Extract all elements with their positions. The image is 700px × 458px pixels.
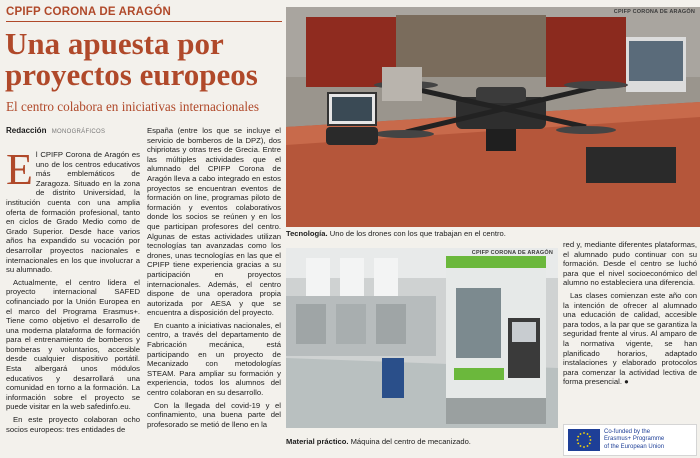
eu-line: of the European Union	[604, 443, 665, 450]
paragraph: España (entre los que se incluye el servicio de bomberos de la DPZ), dos chipriotas y otras tres de Grecia. Entre las múltiples actividades que el alumnado del CPIFP Corona de Aragón lleva a cabo integrado en estos proyectos se encuentran eventos de formación on line, programas piloto de formación y eventos colaborativos donde los socios se reúnen y en los que participan profesores del centro. Algunas de estas actividades utilizan tecnologías tan avanzadas como los drones, unas tecnologías en las que el CPIFP tiene experiencia gracias a su participación en proyectos internacionales. Además, el centro dispone de una operadora propia autorizada por AESA y que se encuentra a disposición del proyecto.	[147, 126, 281, 318]
paragraph: Las clases comienzan este año con la intención de ofrecer al alumnado una educación de calidad, accesible para todos, a la par que se garantiza la seguridad frente al virus. Al amparo de la normativa vigente, se han planificado horarios, adaptado instalaciones y elaborado protocolos para comenzar la actividad lectiva de forma presencial. ●	[563, 290, 697, 387]
paragraph: l CPIFP Corona de Aragón es uno de los centros educativos más emblemáticos de Zaragoza. Situado en la zona de distrito Universidad, la institución cuenta con una amplia oferta de formación profesional, tanto en ciclos de Grado Medio como de Grado Superior. Desde hace varios años ha expandido su vocación por desarrollar proyectos nacionales e internacionales en los que involucrar a su alumnado.	[6, 150, 140, 275]
subtitle: El centro colabora en iniciativas internacionales	[6, 99, 260, 114]
photo-credit: CPIFP CORONA DE ARAGÓN	[471, 250, 553, 256]
paragraph: Actualmente, el centro lidera el proyecto internacional SAFED cofinanciado por la Unión Europea en el marco del Programa Erasmus+. Tiene como objetivo el desarrollo de una moderna plataforma de formación para el entrenamiento de bomberos y bomberas y voluntarios, accesible desde cualquier dispositivo portátil. Esta albergará unos módulos educativos y desarrollará una comunidad en torno a la formación. La información sobre el proyecto se puede visitar en la web safedinfo.eu.	[6, 277, 140, 412]
paragraph: Con la llegada del covid-19 y el confinamiento, una buena parte del profesorado se metió de lleno en la	[147, 400, 281, 429]
workshop-illustration	[286, 248, 558, 428]
byline-author: Redacción	[6, 126, 47, 135]
byline	[6, 126, 105, 135]
paragraph: En cuanto a iniciativas nacionales, el centro, a través del departamento de Fabricación mecánica, está participando en un proyecto de Mecanizado con metodologías STEAM. Para ampliar su formación y experiencia, todos los alumnos del centro colaboran en su desarrollo.	[147, 320, 281, 398]
workshop-photo	[286, 248, 558, 428]
paragraph: red y, mediante diferentes plataformas, el alumnado pudo continuar con su formación. Desde el centro se luchó para que el nivel socioeconómico del alumno no estableciera una diferencia.	[563, 240, 697, 288]
photo-caption	[286, 229, 586, 239]
dropcap: E	[6, 150, 33, 194]
eu-line: Co-funded by the	[604, 429, 651, 436]
eu-cofunding-logo	[563, 424, 697, 456]
byline-section: MONOGRÁFICOS	[51, 129, 106, 135]
caption-label: Material práctico.	[286, 437, 349, 446]
caption-label: Tecnología.	[286, 229, 328, 238]
section-kicker: CPIFP CORONA DE ARAGÓN	[6, 6, 171, 18]
drone-illustration	[286, 7, 700, 227]
eu-line: Erasmus+ Programme	[604, 436, 665, 443]
article-column-1	[6, 150, 140, 458]
article-column-2	[147, 126, 281, 458]
article-column-3	[563, 240, 697, 427]
caption-text: Uno de los drones con los que trabajan en el centro.	[329, 229, 506, 238]
eu-flag-icon	[568, 429, 600, 451]
kicker-rule	[6, 21, 282, 22]
photo-credit: CPIFP CORONA DE ARAGÓN	[613, 9, 695, 15]
eu-logo-text	[604, 429, 664, 451]
headline: Una apuesta por proyectos europeos	[5, 26, 258, 92]
caption-text: Máquina del centro de mecanizado.	[350, 437, 471, 446]
photo-caption	[286, 437, 558, 447]
paragraph: En este proyecto colaboran ocho socios europeos: tres entidades de	[6, 415, 140, 434]
drone-photo	[286, 7, 700, 227]
